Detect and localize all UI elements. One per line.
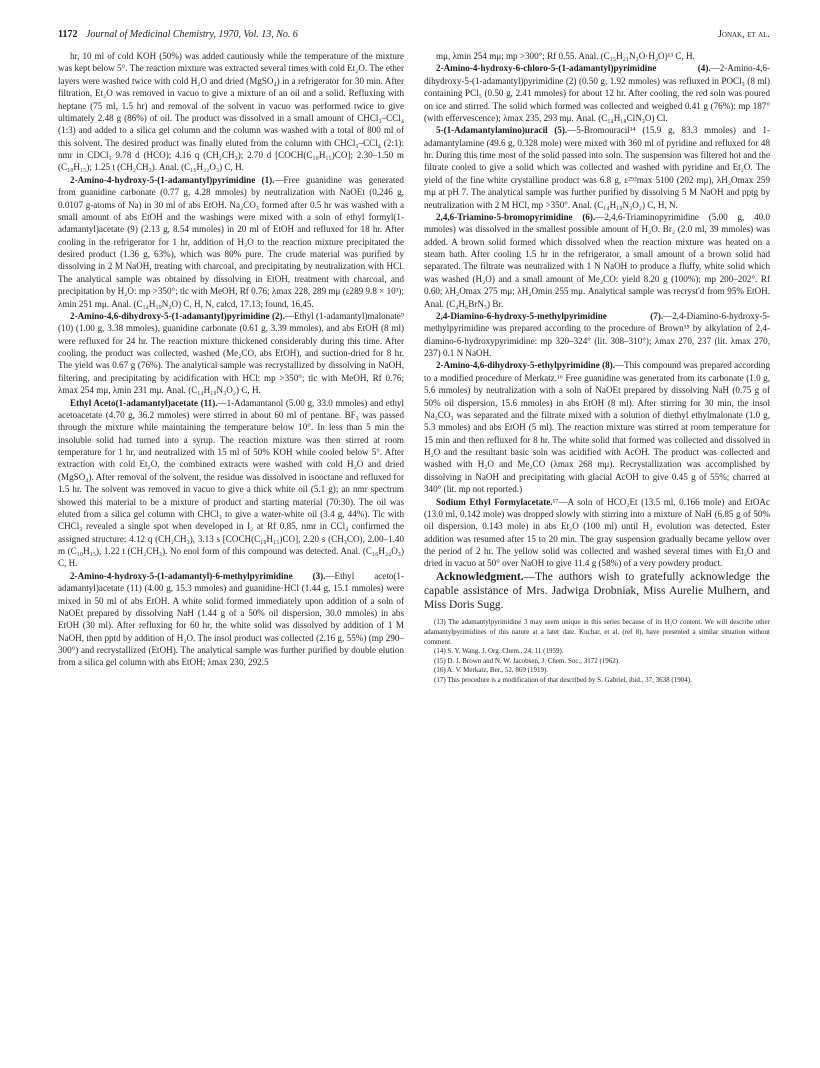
footnotes bbox=[424, 618, 770, 685]
paragraph-text: —Ethyl (1-adamantyl)malonate⁹ (10) (1.00 g, 3.38 mmoles), guanidine carbonate (0.61 g, 3.39 mmoles), and abs EtOH (8 ml) were refluxed for 24 hr. The reaction mixture thickened considerably during this time. After cooling, the product was collected, washed (Me₂CO, abs EtOH), and suction-dried for 8 hr. The yield was 0.67 g (76%). The analytical sample was recrystallized by dissolving in NaOH, filtering, and precipitating by acidification with HCl: mp >350°; tlc with MeOH, Rf 0.76; λmax 254 mμ, λmin 231 mμ. Anal. (C₁₄H₁₉N₃O₂) C, H. bbox=[58, 310, 404, 396]
compound-heading: 2-Amino-4-hydroxy-6-chloro-5-(1-adamantyl)pyrimidine (4). bbox=[436, 63, 711, 74]
footnote: (13) The adamantylpyrimidine 3 may seem unique in this series because of its H₂O content. We will describe other adamantylpyrimidines of this nature at a later date. Kuchar, et al. (ref 8), have presented a similar situation without comment. bbox=[424, 618, 770, 646]
page-number: 1172 bbox=[58, 29, 78, 40]
footnote: (16) A. V. Merkatz, Ber., 52, 869 (1919). bbox=[434, 666, 549, 675]
compound-heading: 2-Amino-4-hydroxy-5-(1-adamantyl)pyrimidine (1). bbox=[70, 174, 275, 185]
right-column bbox=[424, 50, 770, 686]
paragraph-text: —1-Adamantanol (5.00 g, 33.0 mmoles) and ethyl acetoacetate (4.70 g, 36.2 mmoles) were stirred in about 60 ml of pentane. BF₃ was passed through the mixture while maintaining the temperature below 10°. In less than 5 min the insoluble solid had turned into a syrup. The reaction mixture was then stirred at room temperature for 1 hr, and neutralized with 15 ml of 50% KOH while cooled below 5°. After extraction with cold Et₂O, the combined extracts were washed with cold H₂O and dried (MgSO₄). After removal of the solvent, the residue was dissolved in isooctane and refluxed for 1.5 hr. The solvent was removed in vacuo to give a thick white oil (5.1 g); an nmr spectrum showed this material to be a mixture of product and starting material (70:30). The oil was eluted from a silica gel column with CHCl₃ to give a water-white oil (3.4 g, 44%). Tlc with CHCl₃ revealed a single spot when developed in I₂ at Rf 0.85, nmr in CCl₄ confirmed the assigned structure: 4.12 q (CH₂CH₃), 3.13 s [COCH(C₁₀H₁₅)CO], 2.20 s (CH₃CO), 2.00–1.40 m (C₁₀H₁₅), 1.22 t (CH₂CH₃). No enol form of this compound was detected. Anal. (C₁₆H₂₄O₃) C, H. bbox=[58, 397, 404, 569]
paragraph bbox=[424, 359, 770, 495]
paragraph-text: —Free guanidine was generated from guanidine carbonate (0.77 g, 4.28 mmoles) by neutralization with NaOEt (0.246 g, 0.0107 g-atoms of Na) in 30 ml of abs EtOH. Na₂CO₃ formed after 0.5 hr was washed with a small amount of abs EtOH and the washings were mixed with a soln of ethyl formyl(1-adamantyl)acetate (9) (2.13 g, 8.54 mmoles) in 20 ml of EtOH and refluxed for 18 hr. After cooling in the refrigerator for 1 hr, addition of H₂O to the reaction mixture precipitated the desired product (1.36 g, 63%), which was 80% pure. The crude material was purified by dissolving in 2 M NaOH, treating with charcoal, and precipitating by neutralization with HCl. The analytical sample was obtained by dissolving in EtOH, treatment with charcoal, and precipitation by H₂O: mp >350°; tlc with MeOH, Rf 0.76; λmax 228, 289 mμ (ε289 9.8 × 10³); λmin 251 mμ. Anal. (C₁₄H₁₉N₃O) C, H, N, calcd, 17.13; found, 16.45. bbox=[58, 174, 404, 309]
footnote: (15) D. J. Brown and N. W. Jacobsen, J. Chem. Soc., 3172 (1962). bbox=[434, 656, 620, 665]
paragraph-text: —2,4-Diamino-6-hydroxy-5-methylpyrimidine was prepared according to the procedure of Brown¹⁵ by alkylation of 2,4-diamino-6-hydroxypyrimidine: mp 320–324° (lit. 308–310°); λmax 270, 237 (lit. λmax 270, 237) 0.1 N NaOH. bbox=[424, 310, 770, 358]
compound-heading: 2-Amino-4-hydroxy-5-(1-adamantyl)-6-methylpyrimidine (3). bbox=[70, 570, 326, 581]
paragraph bbox=[424, 124, 770, 211]
paragraph-text: —Ethyl aceto(1-adamantyl)acetate (11) (4.00 g, 15.3 mmoles) and guanidine·HCl (1.44 g, 15.1 mmoles) were mixed in 50 ml of abs EtOH. A white solid formed immediately upon addition of a soln of NaOEt prepared by dissolving NaH (1.44 g of a 50% oil dispersion, 30.0 mmoles) in abs EtOH (30 ml). After refluxing for 60 hr, the white solid was dissolved by addition of 1 M NaOH, then pptd by addition of H₂O. The insol product was collected (2.16 g, 55%) (mp 290–300°) and recrystallized (EtOH). The analytical sample was further purified by double elution from a silica gel column with abs EtOH; λmax 230, 292.5 bbox=[58, 570, 404, 668]
paragraph-text: mμ, λmin 254 mμ; mp >300°; Rf 0.55. Anal. (C₁₅H₂₁N₃O·H₂O)¹³ C, H. bbox=[436, 51, 695, 61]
running-header bbox=[58, 28, 770, 42]
compound-heading: 2-Amino-4,6-dihydroxy-5-(1-adamantyl)pyrimidine (2). bbox=[70, 310, 285, 321]
compound-heading: 2-Amino-4,6-dihydroxy-5-ethylpyrimidine (8). bbox=[436, 360, 616, 371]
paragraph-text: —5-Bromouracil¹⁴ (15.9 g, 83.3 mmoles) and 1-adamantylamine (49.6 g, 0.328 mole) were mixed with 360 ml of pyridine and refluxed for 48 hr. During this time most of the solid passed into soln. The suspension was filtered hot and the filtrate cooled to give a solid which was collected and washed with pyridine and Et₂O. The yield of the fine white crystalline product was 6.8 g, ε²⁹²max 5100 (202 mμ), λH₂Omax 259 mμ at pH 7. The analytical sample was further purified by dissolving 5 M NaOH and pptg by neutralization with 2 M HCl, mp >350°. Anal. (C₁₄H₁₉N₃O₂) C, H, N. bbox=[424, 125, 771, 210]
compound-heading: 2,4-Diamino-6-hydroxy-5-methylpyrimidine (7). bbox=[436, 310, 664, 321]
paragraph bbox=[58, 397, 404, 570]
paragraph-text: ¹⁷—A soln of HCO₂Et (13.5 ml, 0.166 mole) and EtOAc (13.0 ml, 0.142 mole) was dropped slowly with stirring into a mixture of NaH (6.85 g of 50% oil dispersion, 0.143 mole) in abs Et₂O (100 ml) until H₂ evolution was detected. Ester addition was resumed after 15 to 20 min. The gray suspension gradually became yellow over the period of 2 hr. The yellow solid was collected and washed several times with Et₂O and dried in vacuo at 50° over NaOH to give 11.4 g (58%) of a very powdery product. bbox=[424, 496, 770, 569]
paragraph-text: —2,4,6-Triaminopyrimidine (5.00 g, 40.0 mmoles) was dissolved in the smallest possible amount of H₂O. Br₂ (2.0 ml, 39 mmoles) was added. A brown solid formed which dissolved when the reaction mixture was heated on a steam bath. After cooling 1.5 hr in the refrigerator, a small amount of a brown solid had separated. The filtrate was neutralized with 1 N NaOH to produce a fluffy, white solid which was washed (H₂O) and a small amount of Me₂CO: yield 8.20 g (100%); mp 200–202°. Rf 0.60; λH₂Omax 275 mμ; λH₂Omin 255 mμ. Analytical sample was recryst'd from 95% EtOH. Anal. (C₄H₆BrN₅) Br. bbox=[424, 211, 770, 309]
paragraph-text: —2-Amino-4,6-dihydroxy-5-(1-adamantyl)pyrimidine (2) (0.50 g, 1.92 mmoles) was refluxed in POCl₃ (8 ml) containing PCl₅ (0.50 g, 2.41 mmoles) for about 12 hr. After cooling, the red soln was poured on ice and stirred. The solid which formed was collected and weighed 0.41 g (76%): mp 187° (with effervescence); λmax 235, 293 mμ. Anal. (C₁₄H₁₈ClN₃O) Cl. bbox=[424, 63, 770, 123]
acknowledgment bbox=[424, 570, 770, 613]
compound-heading: Sodium Ethyl Formylacetate. bbox=[436, 496, 553, 507]
acknowledgment-heading: Acknowledgment. bbox=[436, 570, 524, 583]
left-column bbox=[58, 50, 404, 669]
paragraph-text: —This compound was prepared according to a modified procedure of Merkatz.¹⁶ Free guanidine was generated from its carbonate (1.0 g, 5.6 mmoles) by neutralization with a soln of NaOEt prepared by dissolving NaH (0.75 g of 50% oil dispersion, 15.6 mmoles) in abs EtOH (8 ml). After stirring for 30 min, the insol Na₂CO₃ was separated and the filtrate mixed with a solution of diethyl ethylmalonate (1.0 g, 5.3 mmoles) and abs EtOH (5 ml). The reaction mixture was stirred at room temperature for 15 min and then refluxed for 8 hr. The white solid that formed was collected and dissolved in H₂O and the resultant basic soln was acidified with AcOH. The product was collected and washed with H₂O and Me₂CO (λmax 268 mμ). Recrystallization was accomplished by dissolving in NaOH and precipitating with glacial AcOH to give 0.45 g of 55%; charred at 340° (lit. mp not reported.) bbox=[424, 360, 770, 495]
compound-heading: 5-(1-Adamantylamino)uracil (5). bbox=[436, 125, 568, 136]
paragraph bbox=[58, 174, 404, 310]
compound-heading: 2,4,6-Triamino-5-bromopyrimidine (6). bbox=[436, 211, 596, 222]
paragraph bbox=[58, 310, 404, 397]
journal-citation: Journal of Medicinal Chemistry, 1970, Vol. 13, No. 6 bbox=[85, 29, 298, 40]
paragraph bbox=[424, 50, 770, 62]
acknowledgment-text: —The authors wish to gratefully acknowledge the capable assistance of Mrs. Jadwiga Drobniak, Miss Aurelie Mulhern, and Miss Doris Sugg. bbox=[424, 570, 770, 612]
footnote: (17) This procedure is a modification of that described by S. Gabriel, ibid., 37, 3638 (1904). bbox=[434, 675, 692, 684]
paragraph-text: hr, 10 ml of cold KOH (50%) was added cautiously while the temperature of the mixture was kept below 5°. The reaction mixture was extracted several times with cold Et₂O. The ether layers were washed twice with cold H₂O and dried (MgSO₄) in a refrigerator for 30 min. After filtration, Et₂O was removed in vacuo to give a mixture of an oil and a solid. Refluxing with heptane (75 ml, 1.5 hr) and removal of the solvent in vacuo was performed twice to give ultimately 2.48 g (86%) of oil. The product was dissolved in a small amount of CHCl₃–CCl₄ (1:3) and added to a silica gel column and the column was washed with a total of 800 ml of this solvent. The desired product was finally eluted from the column with CHCl₃–CCl₄ (2:1): nmr in CDCl₃ 9.78 d (HCO); 4.16 q (CH₂CH₃); 2.70 d [COCH(C₁₀H₁₅)CO]; 2.30–1.50 m (C₁₀H₁₅); 1.25 t (CH₂CH₃). Anal. (C₁₅H₂₂O₃) C, H. bbox=[58, 51, 404, 173]
paragraph bbox=[58, 570, 404, 669]
paragraph bbox=[58, 50, 404, 174]
paragraph bbox=[424, 62, 770, 124]
footnote: (14) S. Y. Wang, J. Org. Chem., 24, 11 (1959). bbox=[434, 647, 564, 656]
paragraph bbox=[424, 211, 770, 310]
compound-heading: Ethyl Aceto(1-adamantyl)acetate (11). bbox=[70, 397, 218, 408]
running-authors: Jonak, et al. bbox=[718, 29, 770, 40]
paragraph bbox=[424, 496, 770, 570]
paragraph bbox=[424, 310, 770, 360]
